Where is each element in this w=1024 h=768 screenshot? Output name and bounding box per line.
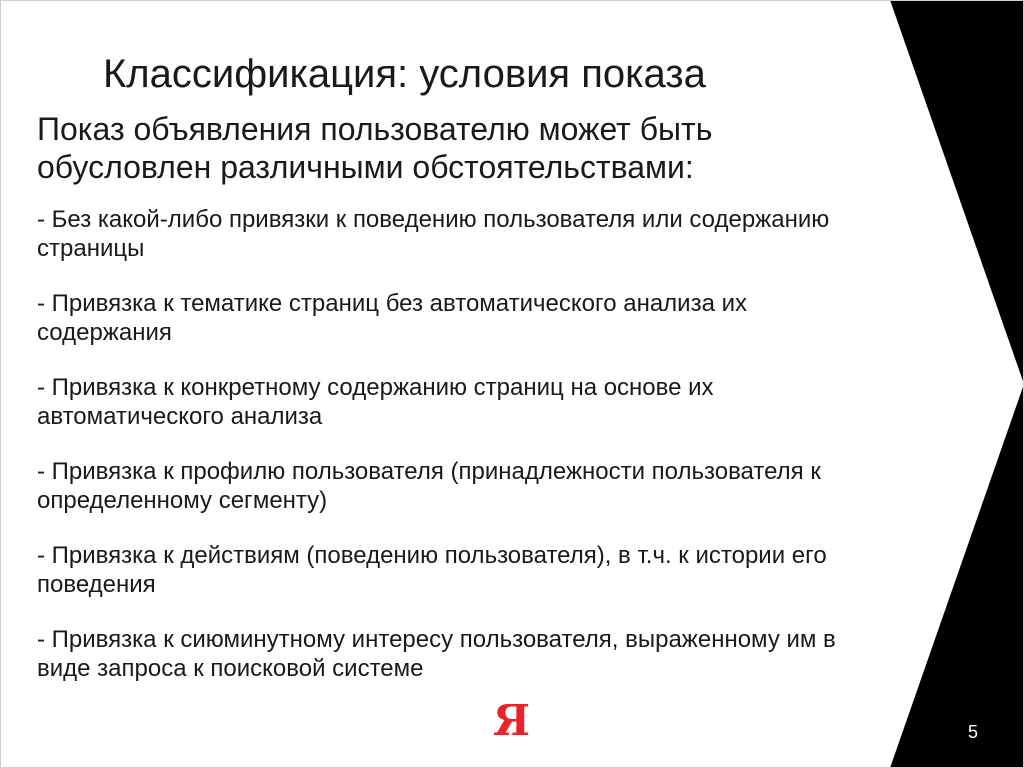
bullet-item: - Привязка к действиям (поведению пользователя), в т.ч. к истории его поведения — [37, 542, 827, 598]
bullet-item: - Привязка к конкретному содержанию страниц на основе их автоматического анализа — [37, 374, 714, 430]
bullet-item: - Без какой-либо привязки к поведению пользователя или содержанию страницы — [37, 206, 830, 262]
bullet-item: - Привязка к профилю пользователя (принадлежности пользователя к определенному сегменту) — [37, 458, 821, 514]
bullet-list — [37, 205, 887, 683]
slide-intro: Показ объявления пользователю может быть обусловлен различными обстоятельствами: — [37, 111, 713, 185]
slide-title: Классификация: условия показа — [103, 52, 706, 96]
page-number: 5 — [968, 722, 979, 742]
chevron-shape — [890, 0, 1024, 768]
yandex-logo-icon: Я — [493, 696, 531, 745]
bullet-item: - Привязка к тематике страниц без автоматического анализа их содержания — [37, 290, 748, 346]
bullet-item: - Привязка к сиюминутному интересу пользователя, выраженному им в виде запроса к поисковой системе — [37, 626, 836, 682]
